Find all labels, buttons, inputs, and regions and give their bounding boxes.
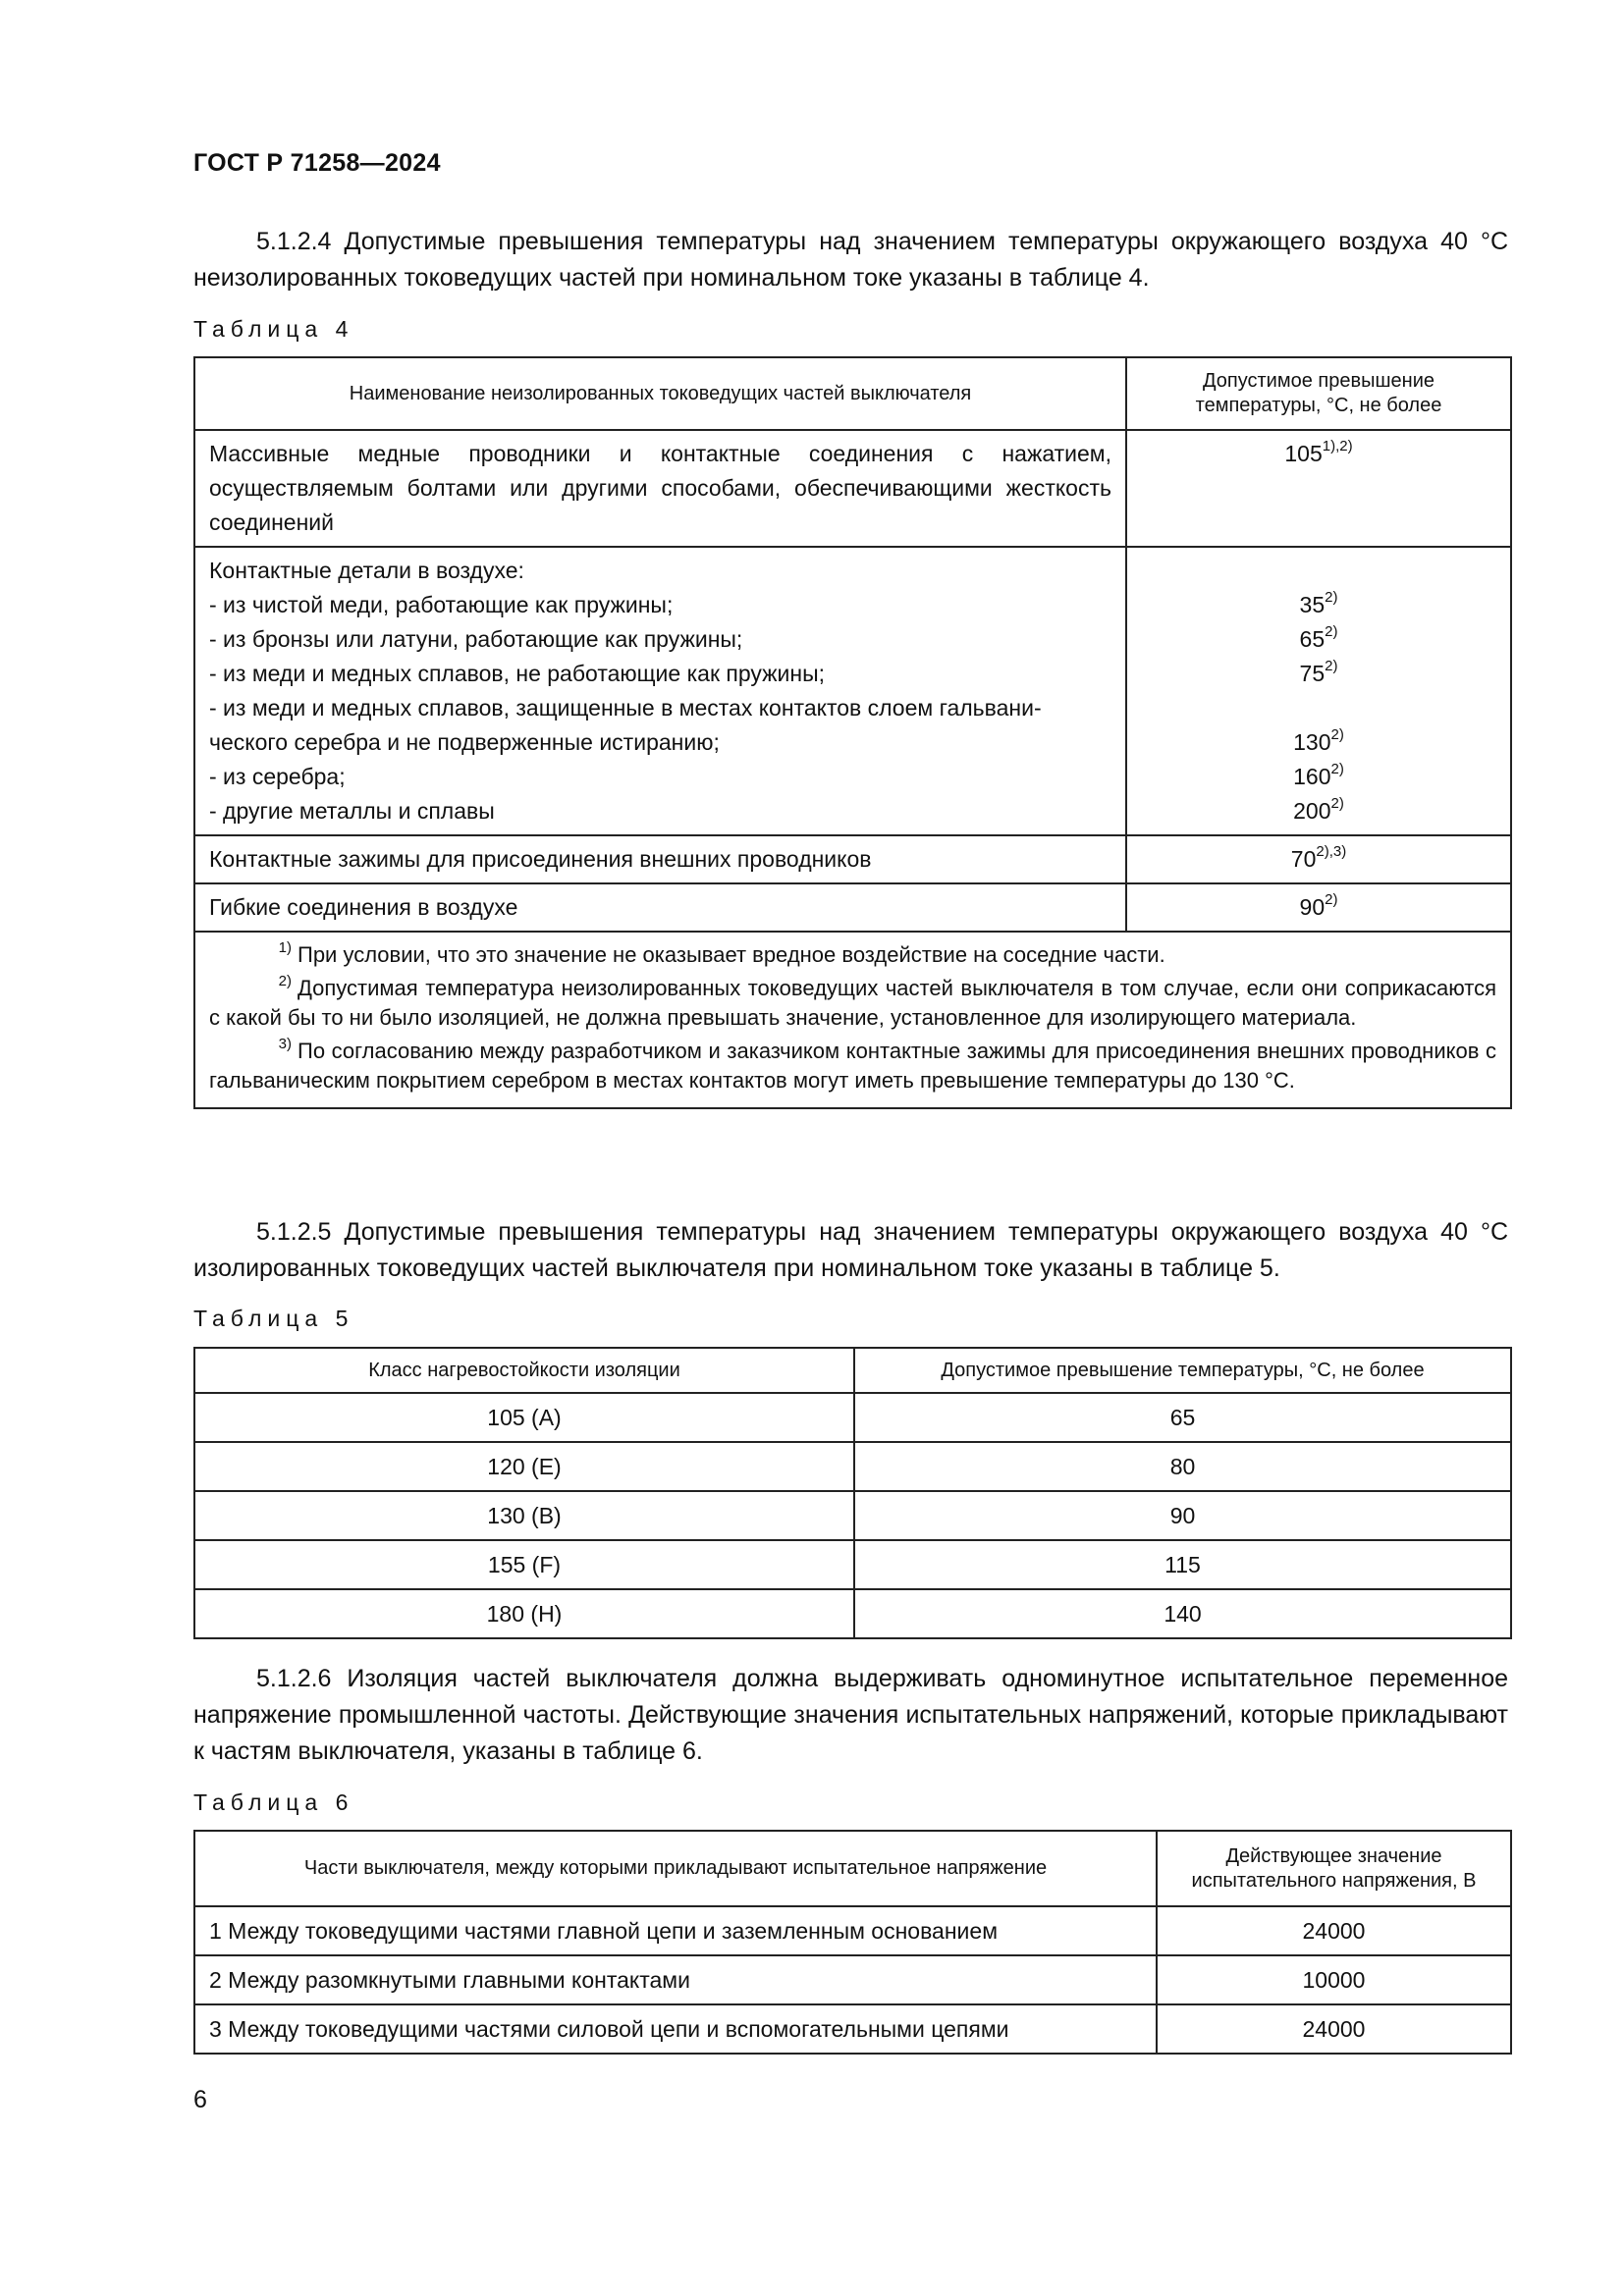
table4-row2-value: 35$^{2)}$: [1299, 589, 1338, 617]
table4-row2-item: - из меди и медных сплавов, защищенные в местах контактов слоем гальвани-: [209, 695, 1042, 721]
table4-row2-item: - из серебра;: [209, 764, 346, 789]
table-6: [193, 1830, 1512, 2055]
table5-caption: Таблица 5: [193, 1306, 354, 1331]
table5-class-cell: 130 (В): [194, 1491, 854, 1540]
table6-caption: Таблица 6: [193, 1789, 354, 1815]
table4-row2-value: 130$^{2)}$: [1293, 726, 1344, 755]
table5-class-cell: 180 (Н): [194, 1589, 854, 1638]
page-number: 6: [193, 2086, 207, 2113]
paragraph-5-1-2-6: [193, 1661, 1508, 1770]
table4-note: $^{1)}$ При условии, что это значение не оказывает вредное воздействие на соседние части.: [278, 938, 1165, 967]
paragraph-text: 5.1.2.4 Допустимые превышения температуры над значением температуры окружающего воздуха 40 °С неизолированных токоведущих частей при номинальном токе указаны в таблице 4.: [193, 228, 1508, 292]
table4-row2-names: [194, 547, 1126, 835]
table4-row2-item-cont: ческого серебра и не подверженные истиранию;: [209, 729, 720, 755]
table5-col2-header: Допустимое превышение температуры, °С, не более: [854, 1348, 1511, 1393]
table4-row1-value: $105^{1),2)}$: [1126, 430, 1511, 547]
table5-class-cell: 155 (F): [194, 1540, 854, 1589]
table6-col1-header: Части выключателя, между которыми прикладывают испытательное напряжение: [194, 1831, 1157, 1906]
table6-part-cell: 3 Между токоведущими частями силовой цепи и вспомогательными цепями: [194, 2004, 1157, 2054]
table4-row2-title: Контактные детали в воздухе:: [209, 558, 524, 583]
table4-row1-name: Массивные медные проводники и контактные соединения с нажатием, осуществляемым болтами или другими способами, обеспечивающими жесткость соединений: [194, 430, 1126, 547]
table4-row3-value: $70^{2),3)}$: [1126, 835, 1511, 883]
table6-part-cell: 1 Между токоведущими частями главной цепи и заземленным основанием: [194, 1906, 1157, 1955]
table4-row2-value: 200$^{2)}$: [1293, 795, 1344, 824]
table4-row2-value: 65$^{2)}$: [1299, 623, 1338, 652]
table4-row2-values: [1126, 547, 1511, 835]
table6-col2-header: Действующее значение испытательного напряжения, В: [1157, 1831, 1511, 1906]
table4-notes: [194, 932, 1511, 1108]
table5-value-cell: 65: [854, 1393, 1511, 1442]
table5-value-cell: 80: [854, 1442, 1511, 1491]
table5-class-cell: 120 (Е): [194, 1442, 854, 1491]
table5-value-cell: 140: [854, 1589, 1511, 1638]
table4-row2-item: - другие металлы и сплавы: [209, 798, 495, 824]
table6-value-cell: 24000: [1157, 2004, 1511, 2054]
table5-class-cell: 105 (А): [194, 1393, 854, 1442]
table-4: [193, 356, 1512, 1109]
table4-caption: Таблица 4: [193, 316, 354, 342]
table4-row2-item: - из бронзы или латуни, работающие как пружины;: [209, 626, 743, 652]
table4-row4-name: Гибкие соединения в воздухе: [194, 883, 1126, 932]
paragraph-text: 5.1.2.6 Изоляция частей выключателя должна выдерживать одноминутное испытательное переменное напряжение промышленной частоты. Действующие значения испытательных напряжений, которые прикладывают к частям выключателя, указаны в таблице 6.: [193, 1665, 1508, 1765]
table6-value-cell: 10000: [1157, 1955, 1511, 2004]
paragraph-5-1-2-5: [193, 1214, 1508, 1287]
table4-row2-item: - из меди и медных сплавов, не работающие как пружины;: [209, 661, 825, 686]
table4-note: $^{3)}$ По согласованию между разработчиком и заказчиком контактные зажимы для присоединения внешних проводников с гальваническим покрытием серебром в местах контактов могут иметь превышение температуры до 130 °С.: [209, 1035, 1496, 1093]
table4-note: $^{2)}$ Допустимая температура неизолированных токоведущих частей выключателя в том случае, если они соприкасаются с какой бы то ни было изоляцией, не должна превышать значение, установленное для изолирующего материала.: [209, 972, 1496, 1030]
table5-value-cell: 90: [854, 1491, 1511, 1540]
table4-row2-item: - из чистой меди, работающие как пружины;: [209, 592, 674, 617]
table-5: [193, 1347, 1512, 1639]
table4-row4-value: 90$^{2)}$: [1126, 883, 1511, 932]
table4-row3-name: Контактные зажимы для присоединения внешних проводников: [194, 835, 1126, 883]
table6-value-cell: 24000: [1157, 1906, 1511, 1955]
document-header: ГОСТ Р 71258—2024: [193, 149, 441, 177]
table6-part-cell: 2 Между разомкнутыми главными контактами: [194, 1955, 1157, 2004]
paragraph-5-1-2-4: [193, 224, 1508, 296]
table4-row2-value: 160$^{2)}$: [1293, 761, 1344, 789]
paragraph-text: 5.1.2.5 Допустимые превышения температуры над значением температуры окружающего воздуха 40 °С изолированных токоведущих частей выключателя при номинальном токе указаны в таблице 5.: [193, 1218, 1508, 1282]
table4-row2-value: 75$^{2)}$: [1299, 658, 1338, 686]
table5-col1-header: Класс нагревостойкости изоляции: [194, 1348, 854, 1393]
table5-value-cell: 115: [854, 1540, 1511, 1589]
table4-col2-header: Допустимое превышение температуры, °С, не более: [1126, 357, 1511, 430]
table4-col1-header: Наименование неизолированных токоведущих частей выключателя: [194, 357, 1126, 430]
